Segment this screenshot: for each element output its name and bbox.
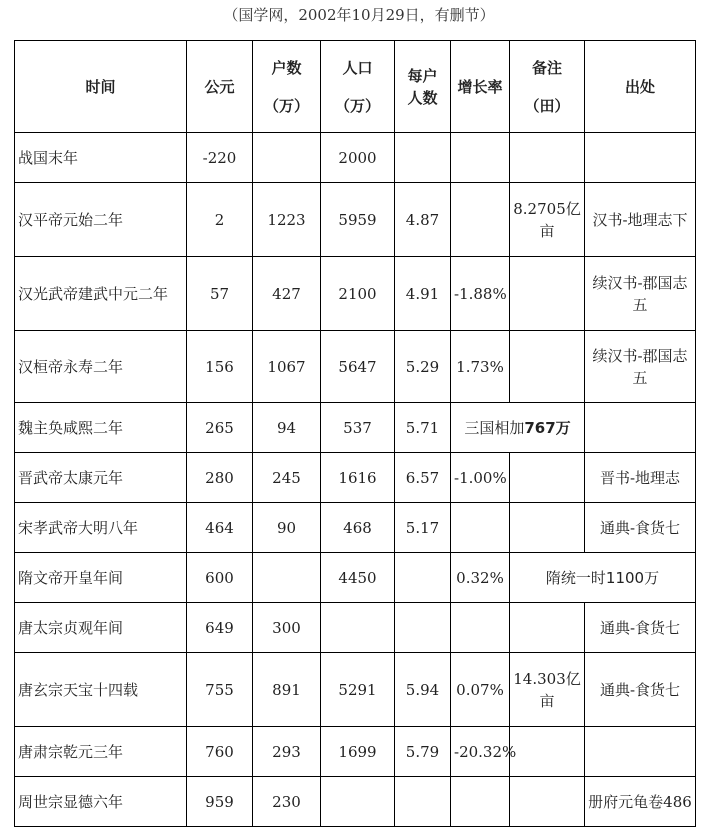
cell-year: 464	[187, 503, 253, 553]
cell-per-household: 5.79	[395, 727, 451, 777]
cell-time: 汉桓帝永寿二年	[15, 331, 187, 403]
cell-per-household: 5.17	[395, 503, 451, 553]
cell-population	[321, 603, 395, 653]
cell-note	[510, 331, 585, 403]
cell-time: 魏主奂咸熙二年	[15, 403, 187, 453]
cell-source: 晋书-地理志	[585, 453, 696, 503]
cell-time: 晋武帝太康元年	[15, 453, 187, 503]
cell-time: 宋孝武帝大明八年	[15, 503, 187, 553]
cell-households: 1223	[253, 183, 321, 257]
cell-per-household: 5.71	[395, 403, 451, 453]
header-population	[321, 41, 395, 133]
table-row	[15, 603, 696, 653]
cell-note: 8.2705亿亩	[510, 183, 585, 257]
cell-growth: 1.73%	[451, 331, 510, 403]
cell-per-household	[395, 777, 451, 827]
cell-source: 续汉书-郡国志五	[585, 257, 696, 331]
cell-growth: -20.32%	[451, 727, 510, 777]
header-population-unit: （万）	[334, 96, 380, 115]
table-row	[15, 553, 696, 603]
cell-households: 891	[253, 653, 321, 727]
cell-per-household	[395, 553, 451, 603]
cell-population: 1699	[321, 727, 395, 777]
cell-source	[585, 133, 696, 183]
cell-merged-note	[451, 403, 585, 453]
header-households-label: 户数	[271, 58, 302, 77]
table-row	[15, 403, 696, 453]
header-per-household-line1: 每户	[407, 66, 438, 85]
cell-population	[321, 777, 395, 827]
cell-time: 唐太宗贞观年间	[15, 603, 187, 653]
cell-time: 汉光武帝建武中元二年	[15, 257, 187, 331]
table-row	[15, 503, 696, 553]
cell-time: 汉平帝元始二年	[15, 183, 187, 257]
cell-growth	[451, 777, 510, 827]
cell-source: 汉书-地理志下	[585, 183, 696, 257]
cell-population: 1616	[321, 453, 395, 503]
cell-year: 755	[187, 653, 253, 727]
cell-source: 续汉书-郡国志五	[585, 331, 696, 403]
cell-households: 427	[253, 257, 321, 331]
cell-year: 760	[187, 727, 253, 777]
cell-per-household: 4.91	[395, 257, 451, 331]
cell-population: 5959	[321, 183, 395, 257]
header-year: 公元	[187, 41, 253, 133]
header-notes	[510, 41, 585, 133]
cell-source: 通典-食货七	[585, 653, 696, 727]
cell-population: 2000	[321, 133, 395, 183]
merged-note-text: 三国相加	[464, 418, 525, 437]
cell-households: 245	[253, 453, 321, 503]
header-households-unit: （万）	[263, 96, 309, 115]
cell-per-household	[395, 603, 451, 653]
cell-per-household: 5.29	[395, 331, 451, 403]
cell-source: 通典-食货七	[585, 503, 696, 553]
table-row	[15, 183, 696, 257]
header-row	[15, 41, 696, 133]
cell-population: 4450	[321, 553, 395, 603]
cell-time: 隋文帝开皇年间	[15, 553, 187, 603]
population-table	[14, 40, 696, 827]
cell-households: 90	[253, 503, 321, 553]
cell-note	[510, 503, 585, 553]
header-households	[253, 41, 321, 133]
header-time: 时间	[15, 41, 187, 133]
cell-year: 649	[187, 603, 253, 653]
cell-year: -220	[187, 133, 253, 183]
header-population-label: 人口	[342, 58, 373, 77]
cell-households: 1067	[253, 331, 321, 403]
cell-source: 册府元龟卷486	[585, 777, 696, 827]
cell-time: 唐肃宗乾元三年	[15, 727, 187, 777]
cell-households: 300	[253, 603, 321, 653]
cell-source	[585, 403, 696, 453]
cell-year: 280	[187, 453, 253, 503]
cell-per-household: 4.87	[395, 183, 451, 257]
cell-year: 57	[187, 257, 253, 331]
table-row	[15, 777, 696, 827]
cell-growth	[451, 603, 510, 653]
cell-population: 2100	[321, 257, 395, 331]
cell-growth: 0.07%	[451, 653, 510, 727]
cell-growth	[451, 503, 510, 553]
header-per-household-line2: 人数	[407, 88, 438, 107]
cell-households: 94	[253, 403, 321, 453]
cell-year: 2	[187, 183, 253, 257]
cell-growth	[451, 133, 510, 183]
header-notes-label: 备注	[531, 58, 562, 77]
cell-source: 通典-食货七	[585, 603, 696, 653]
cell-note	[510, 133, 585, 183]
table-row	[15, 133, 696, 183]
cell-note	[510, 727, 585, 777]
cell-time: 唐玄宗天宝十四载	[15, 653, 187, 727]
cell-population: 537	[321, 403, 395, 453]
cell-households	[253, 553, 321, 603]
table-row	[15, 331, 696, 403]
header-per-household	[395, 41, 451, 133]
cell-per-household: 5.94	[395, 653, 451, 727]
cell-note	[510, 777, 585, 827]
cell-year: 959	[187, 777, 253, 827]
cell-per-household	[395, 133, 451, 183]
table-row	[15, 257, 696, 331]
cell-year: 156	[187, 331, 253, 403]
cell-population: 468	[321, 503, 395, 553]
cell-households: 293	[253, 727, 321, 777]
cell-note	[510, 257, 585, 331]
header-notes-unit: （田）	[524, 96, 570, 115]
cell-households: 230	[253, 777, 321, 827]
table-row	[15, 653, 696, 727]
cell-growth: -1.88%	[451, 257, 510, 331]
cell-year: 265	[187, 403, 253, 453]
cell-note: 14.303亿亩	[510, 653, 585, 727]
table-row	[15, 727, 696, 777]
cell-per-household: 6.57	[395, 453, 451, 503]
cell-note	[510, 603, 585, 653]
cell-time: 战国末年	[15, 133, 187, 183]
cell-time: 周世宗显德六年	[15, 777, 187, 827]
table-caption: （国学网，2002年10月29日，有删节）	[223, 6, 495, 24]
cell-source	[585, 727, 696, 777]
header-growth: 增长率	[451, 41, 510, 133]
cell-households	[253, 133, 321, 183]
cell-population: 5647	[321, 331, 395, 403]
table-row	[15, 453, 696, 503]
cell-growth	[451, 183, 510, 257]
cell-population: 5291	[321, 653, 395, 727]
cell-merged-note: 隋统一时1100万	[510, 553, 696, 603]
cell-note	[510, 453, 585, 503]
merged-note-number: 767万	[524, 418, 571, 437]
cell-growth: -1.00%	[451, 453, 510, 503]
cell-growth: 0.32%	[451, 553, 510, 603]
cell-year: 600	[187, 553, 253, 603]
header-source: 出处	[585, 41, 696, 133]
